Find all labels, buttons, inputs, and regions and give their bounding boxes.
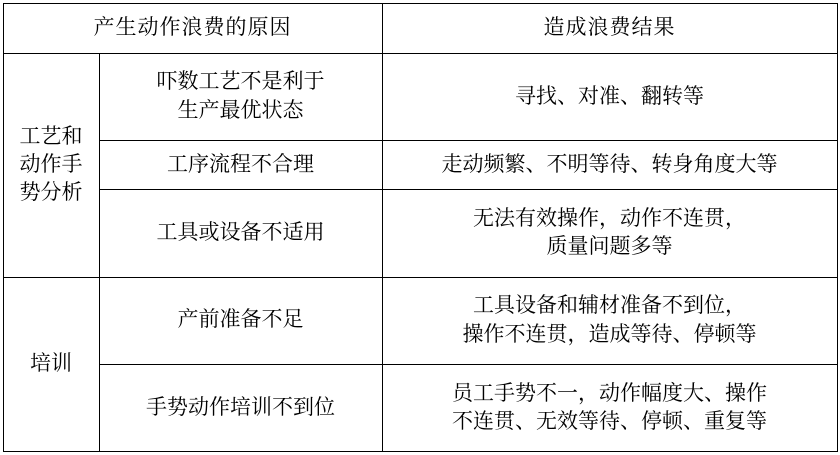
- action-waste-table: [3, 3, 838, 452]
- cause-line: 吓数工艺不是利于: [156, 70, 325, 94]
- result-cell: [382, 364, 837, 451]
- cause-cell: [99, 190, 382, 277]
- result-cell: [382, 277, 837, 364]
- table-row: [3, 53, 837, 140]
- result-line: 走动频繁、不明等待、转身角度大等: [441, 152, 778, 176]
- result-line: 员工手势不一，动作幅度大、操作: [452, 381, 767, 405]
- cause-line: 产前准备不足: [177, 308, 304, 332]
- cause-line: 工序流程不合理: [167, 152, 314, 176]
- result-line: 质量问题多等: [546, 235, 673, 259]
- table-row: [3, 190, 837, 277]
- table-header-row: [3, 4, 837, 54]
- result-line: 寻找、对准、翻转等: [515, 84, 704, 108]
- result-line: 无法有效操作，动作不连贯，: [473, 207, 746, 231]
- cause-cell: [99, 53, 382, 140]
- cause-line: 工具或设备不适用: [156, 221, 325, 245]
- result-cell: [382, 190, 837, 277]
- result-line: 不连贯、无效等待、停顿、重复等: [452, 409, 767, 433]
- header-cause: 产生动作浪费的原因: [3, 4, 382, 54]
- cause-line: 生产最优状态: [177, 98, 304, 122]
- result-line: 操作不连贯，造成等待、停顿等: [462, 322, 757, 346]
- cause-line: 手势动作培训不到位: [146, 395, 335, 419]
- result-cell: [382, 53, 837, 140]
- cause-cell: [99, 277, 382, 364]
- group-label-training: 培训: [3, 277, 99, 451]
- result-line: 工具设备和辅材准备不到位，: [473, 294, 746, 318]
- table-row: [3, 140, 837, 190]
- table-row: [3, 364, 837, 451]
- cause-cell: [99, 140, 382, 190]
- table-row: [3, 277, 837, 364]
- header-result: 造成浪费结果: [382, 4, 837, 54]
- cause-cell: [99, 364, 382, 451]
- group-label-process: 工艺和动作手势分析: [3, 53, 99, 277]
- result-cell: [382, 140, 837, 190]
